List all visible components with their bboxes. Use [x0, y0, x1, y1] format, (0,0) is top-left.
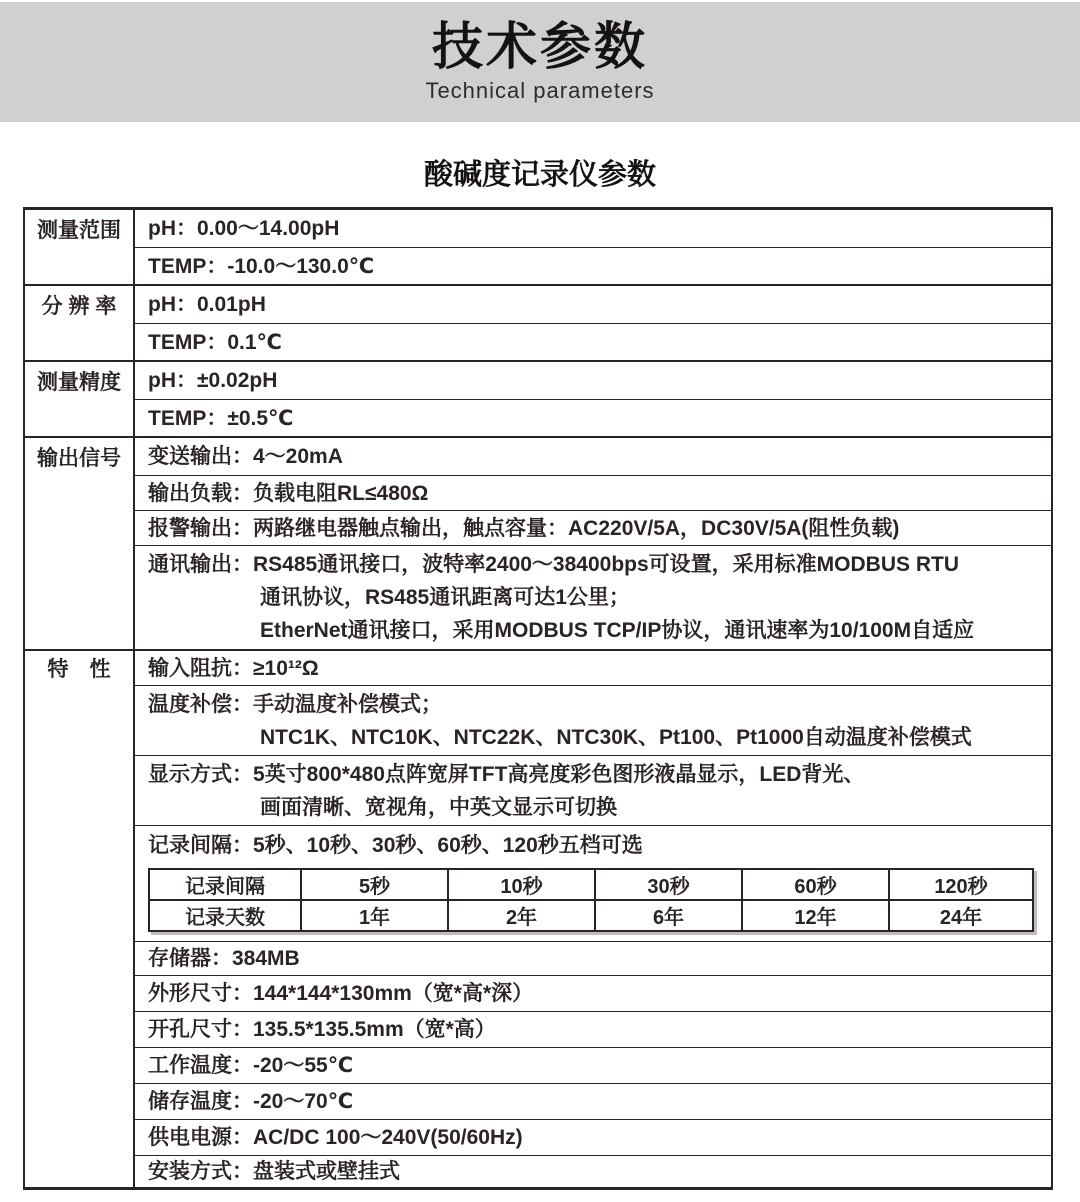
- section-title: 酸碱度记录仪参数: [423, 159, 656, 191]
- spec-table: [23, 207, 1053, 1190]
- record-cell: 5秒: [301, 869, 448, 900]
- spec-line: 记录间隔：5秒、10秒、30秒、60秒、120秒五档可选: [148, 834, 643, 857]
- spec-row: [135, 286, 1051, 323]
- spec-line: TEMP：-10.0～130.0℃: [148, 254, 375, 278]
- row-label-cell: [25, 651, 135, 1187]
- spec-line: 通讯协议，RS485通讯距离可达1公里；: [260, 586, 630, 609]
- spec-line: pH：0.00～14.00pH: [148, 217, 340, 240]
- record-table-row: [149, 900, 1033, 931]
- record-cell: 60秒: [742, 869, 889, 900]
- spec-row: [135, 1011, 1051, 1047]
- spec-row: [135, 941, 1051, 975]
- record-row-header: 记录间隔: [149, 869, 301, 900]
- record-table-row: [149, 869, 1033, 900]
- spec-line: 画面清晰、宽视角，中英文显示可切换: [260, 795, 617, 819]
- record-cell: 12年: [742, 900, 889, 931]
- row-label: 测量范围: [37, 218, 121, 242]
- spec-line: 开孔尺寸：135.5*135.5mm（宽*高）: [148, 1018, 496, 1041]
- page-title: 技术参数: [431, 17, 648, 75]
- record-row-header: 记录天数: [149, 900, 301, 931]
- spec-line: pH：0.01pH: [148, 293, 266, 316]
- row-label-cell: [25, 210, 135, 284]
- row-label: 分 辨 率: [41, 294, 117, 318]
- spec-line: 输入阻抗：≥10¹²Ω: [148, 656, 319, 680]
- rows-column: [135, 286, 1051, 360]
- record-cell: 30秒: [595, 869, 742, 900]
- spec-section-features: [25, 649, 1051, 1187]
- spec-row: [135, 1119, 1051, 1155]
- spec-row: [135, 545, 1051, 649]
- spec-row: [135, 475, 1051, 510]
- spec-row: [135, 1047, 1051, 1083]
- row-label-cell: [25, 438, 135, 649]
- spec-row: [135, 438, 1051, 475]
- spec-line: 输出负载：负载电阻RL≤480Ω: [148, 481, 429, 505]
- spec-section-output-signal: [25, 436, 1051, 649]
- spec-row: [135, 210, 1051, 247]
- spec-row: [135, 825, 1051, 941]
- row-label-cell: [25, 362, 135, 436]
- spec-section-resolution: [25, 284, 1051, 360]
- spec-line: 储存温度：-20～70℃: [148, 1090, 354, 1113]
- record-cell: 2年: [448, 900, 595, 931]
- spec-line: TEMP：±0.5℃: [148, 406, 294, 430]
- rows-column: [135, 362, 1051, 436]
- spec-section-measurement-accuracy: [25, 360, 1051, 436]
- spec-row: [135, 685, 1051, 755]
- spec-section-measurement-range: [25, 210, 1051, 284]
- spec-row: [135, 362, 1051, 399]
- spec-line: 外形尺寸：144*144*130mm（宽*高*深）: [148, 982, 534, 1005]
- page-subtitle-en: Technical parameters: [425, 78, 655, 104]
- row-label: 特 性: [47, 658, 111, 681]
- record-cell: 24年: [889, 900, 1033, 931]
- record-cell: 6年: [595, 900, 742, 931]
- spec-line: 存储器：384MB: [148, 947, 300, 970]
- spec-line: 供电电源：AC/DC 100～240V(50/60Hz): [148, 1126, 523, 1149]
- rows-column: [135, 651, 1051, 1187]
- record-cell: 10秒: [448, 869, 595, 900]
- spec-row: [135, 975, 1051, 1011]
- spec-line: pH：±0.02pH: [148, 369, 278, 392]
- row-label-cell: [25, 286, 135, 360]
- spec-line: 温度补偿：手动温度补偿模式；: [148, 692, 442, 716]
- spec-row: [135, 510, 1051, 545]
- spec-line: EtherNet通讯接口，采用MODBUS TCP/IP协议，通讯速率为10/100M自适应: [260, 619, 975, 642]
- spec-line: NTC1K、NTC10K、NTC22K、NTC30K、Pt100、Pt1000自动温度补偿模式: [260, 725, 972, 749]
- spec-line: 通讯输出：RS485通讯接口，波特率2400～38400bps可设置，采用标准MODBUS RTU: [148, 553, 959, 576]
- row-label: 输出信号: [37, 446, 121, 470]
- row-label: 测量精度: [37, 370, 121, 394]
- spec-row: [135, 1155, 1051, 1187]
- spec-line: 报警输出：两路继电器触点输出，触点容量：AC220V/5A，DC30V/5A(阻性负载): [148, 516, 900, 540]
- record-cell: 1年: [301, 900, 448, 931]
- spec-row: [135, 323, 1051, 360]
- rows-column: [135, 210, 1051, 284]
- spec-line: TEMP：0.1℃: [148, 330, 282, 354]
- spec-line: 工作温度：-20～55℃: [148, 1054, 354, 1077]
- spec-row: [135, 1083, 1051, 1119]
- spec-line: 安装方式：盘装式或壁挂式: [148, 1160, 400, 1183]
- spec-row: [135, 651, 1051, 685]
- spec-row: [135, 755, 1051, 825]
- spec-line: 显示方式：5英寸800*480点阵宽屏TFT高亮度彩色图形液晶显示，LED背光、: [148, 762, 865, 786]
- spec-line: 变送输出：4～20mA: [148, 445, 343, 468]
- rows-column: [135, 438, 1051, 649]
- record-cell: 120秒: [889, 869, 1033, 900]
- record-interval-table: [148, 868, 1034, 932]
- spec-row: [135, 399, 1051, 436]
- spec-row: [135, 247, 1051, 284]
- header-banner: [0, 2, 1080, 122]
